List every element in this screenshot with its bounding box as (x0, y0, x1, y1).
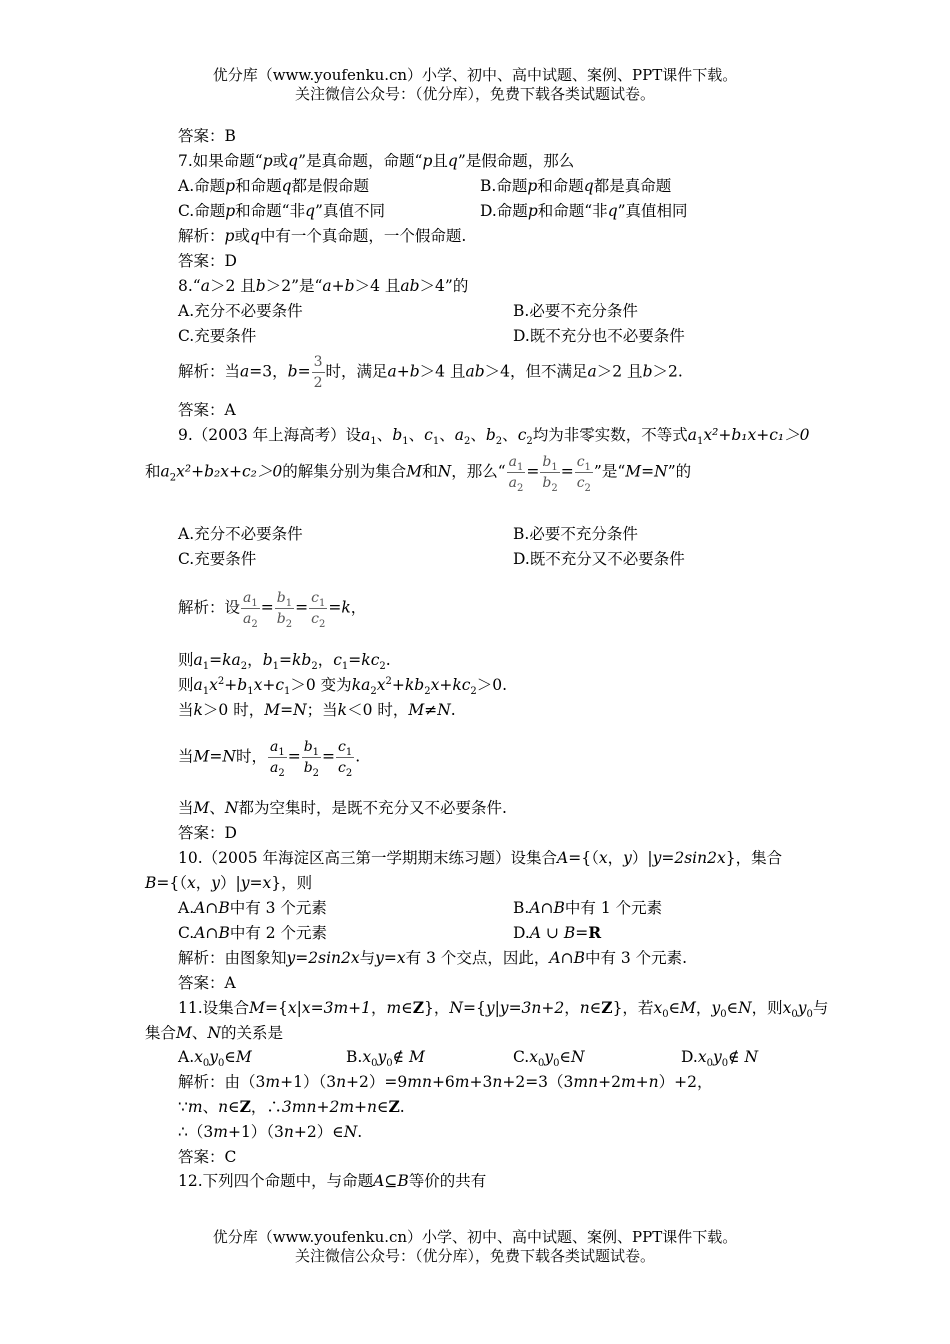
header-line-2: 关注微信公众号：（优分库），免费下载各类试题试卷。 (294, 85, 655, 103)
q8-stem: 8.“a＞2 且b＞2”是“a+b＞4 且ab＞4”的 (178, 277, 469, 295)
q7-option-d: D.命题p和命题“非q”真值相同 (480, 202, 688, 220)
q11-option-c: $C.x_0y_0\in N$ (513, 1048, 585, 1070)
fraction-three-halves: $\frac{3}{2}$ (313, 354, 323, 391)
q9-explanation-line-3: 则$a_1x^2+b_1x+c_1>0$ 变为$ka_2x^2+kb_2x+kc_2>0$. (178, 675, 508, 698)
q8-explanation: 解析：当a=3，b= $\frac{3}{2}$ 时，满足a+b＞4 且ab＞4，但不满足a＞2 且b＞2. (178, 354, 683, 391)
q8-answer: 答案：A (178, 401, 236, 419)
q9-stem-line-1: 9.（2003 年上海高考）设$a_1$、$b_1$、$c_1$、$a_2$、$b_2$、$c_2$均为非零实数，不等式$a_1x^2+b_1x+c_1>0$ (178, 426, 810, 448)
q9-option-c: C.充要条件 (178, 550, 257, 568)
q7-answer: 答案：D (178, 252, 237, 270)
page-header (0, 66, 950, 104)
header-line-1: 优分库（www.youfenku.cn）小学、初中、高中试题、案例、PPT课件下载。 (212, 66, 738, 84)
q9-option-b: B.必要不充分条件 (513, 525, 638, 543)
q8-option-a: A.充分不必要条件 (178, 302, 303, 320)
q8-option-c: C.充要条件 (178, 327, 257, 345)
q7-explanation: 解析：p或q中有一个真命题，一个假命题. (178, 227, 467, 245)
q11-option-d: $D.x_0y_0\notin$ N (681, 1048, 759, 1070)
q9-explanation-line-2: 则$a_1=ka_2$，$b_1=kb_2$，$c_1=kc_2$. (178, 651, 391, 673)
q8-option-b: B.必要不充分条件 (513, 302, 638, 320)
q7-option-b: B.命题p和命题q都是真命题 (480, 177, 672, 195)
fraction-b1-b2: $\frac{b_1}{b_2}$ (276, 590, 293, 630)
q9-explanation-line-1: 解析：设 $\frac{a_1}{a_2}$ = $\frac{b_1}{b_2}$ = $\frac{c_1}{c_2}$ =k， (178, 590, 367, 630)
q10-answer: 答案：A (178, 974, 236, 992)
q9-explanation-line-6: 当M、N都为空集时，是既不充分又不必要条件. (178, 799, 507, 817)
q11-stem-line-1: 11.设集合M={x|x=3m+1，m∈Z}，N={y|y=3n+2，n∈Z}，若$x_0\in M$，$y_0\in N$，则$x_0y_0$与 (178, 998, 829, 1021)
q11-explanation-line-2: ∵m、n∈Z，∴3mn+2m+n∈Z. (178, 1097, 405, 1116)
page-footer (0, 1228, 950, 1266)
q10-option-b: B.A∩B中有 1 个元素 (513, 899, 663, 917)
q9-explanation-line-4: 当k＞0 时，M=N；当k＜0 时，M≠N. (178, 701, 456, 719)
q9-option-d: D.既不充分又不必要条件 (513, 550, 685, 568)
q10-explanation: 解析：由图象知y=2sin2x与y=x有 3 个交点，因此，A∩B中有 3 个元素. (178, 949, 688, 967)
q12-stem: 12.下列四个命题中，与命题A⊆B等价的共有 (178, 1172, 487, 1190)
q10-option-a: A.A∩B中有 3 个元素 (178, 899, 327, 917)
fraction-a1-a2: $\frac{a_1}{a_2}$ (243, 590, 258, 630)
fraction-c1-c2: $\frac{c_1}{c_2}$ (311, 590, 326, 630)
q7-option-a: A.命题p和命题q都是假命题 (178, 177, 370, 195)
q9-explanation-line-5: 当M=N时， $\frac{a_1}{a_2}$ = $\frac{b_1}{b_2}$ = $\frac{c_1}{c_2}$ . (178, 739, 361, 779)
fraction-a1-a2: $\frac{a_1}{a_2}$ (269, 739, 285, 779)
q9-answer: 答案：D (178, 824, 237, 842)
fraction-c1-c2: $\frac{c_1}{c_2}$ (576, 454, 591, 494)
q6-answer: 答案：B (178, 127, 236, 145)
q9-option-a: A.充分不必要条件 (178, 525, 303, 543)
q10-option-c: C.A∩B中有 2 个元素 (178, 924, 328, 942)
q10-option-d: D.A ∪ B=R (513, 923, 602, 942)
q10-stem-line-2: B={（x，y）|y=x}，则 (145, 874, 313, 892)
q8-option-d: D.既不充分也不必要条件 (513, 327, 685, 345)
q11-option-a: $A.x_0y_0\in M$ (178, 1048, 252, 1070)
q11-answer: 答案：C (178, 1148, 237, 1166)
q7-stem: 7.如果命题“p或q”是真命题，命题“p且q”是假命题，那么 (178, 152, 575, 170)
q11-explanation-line-3: ∴（3m+1）（3n+2）∈N. (178, 1123, 363, 1141)
q11-option-b: $B.x_0y_0\notin$ M (346, 1048, 425, 1070)
q10-stem-line-1: 10.（2005 年海淀区高三第一学期期末练习题）设集合A={（x，y）|y=2sin2x}，集合 (178, 849, 783, 867)
fraction-c1-c2: $\frac{c_1}{c_2}$ (338, 739, 353, 779)
fraction-a1-a2: $\frac{a_1}{a_2}$ (508, 454, 524, 494)
footer-line-2: 关注微信公众号：（优分库），免费下载各类试题试卷。 (294, 1247, 655, 1265)
q11-explanation-line-1: 解析：由（3m+1）（3n+2）=9mn+6m+3n+2=3（3mn+2m+n）+2， (178, 1073, 713, 1091)
fraction-b1-b2: $\frac{b_1}{b_2}$ (303, 739, 320, 779)
fraction-b1-b2: $\frac{b_1}{b_2}$ (542, 454, 558, 494)
q11-stem-line-2: 集合M、N的关系是 (145, 1024, 283, 1042)
q7-option-c: C.命题p和命题“非q”真值不同 (178, 202, 385, 220)
footer-line-1: 优分库（www.youfenku.cn）小学、初中、高中试题、案例、PPT课件下载。 (212, 1228, 738, 1246)
q9-stem-line-2: 和$a_2x^2+b_2x+c_2>0$的解集分别为集合M和N，那么“ $\frac{a_1}{a_2}$ = $\frac{b_1}{b_2}$ = $\frac{c_1}{c_2}$ ”是“M=N”的 (145, 454, 692, 494)
